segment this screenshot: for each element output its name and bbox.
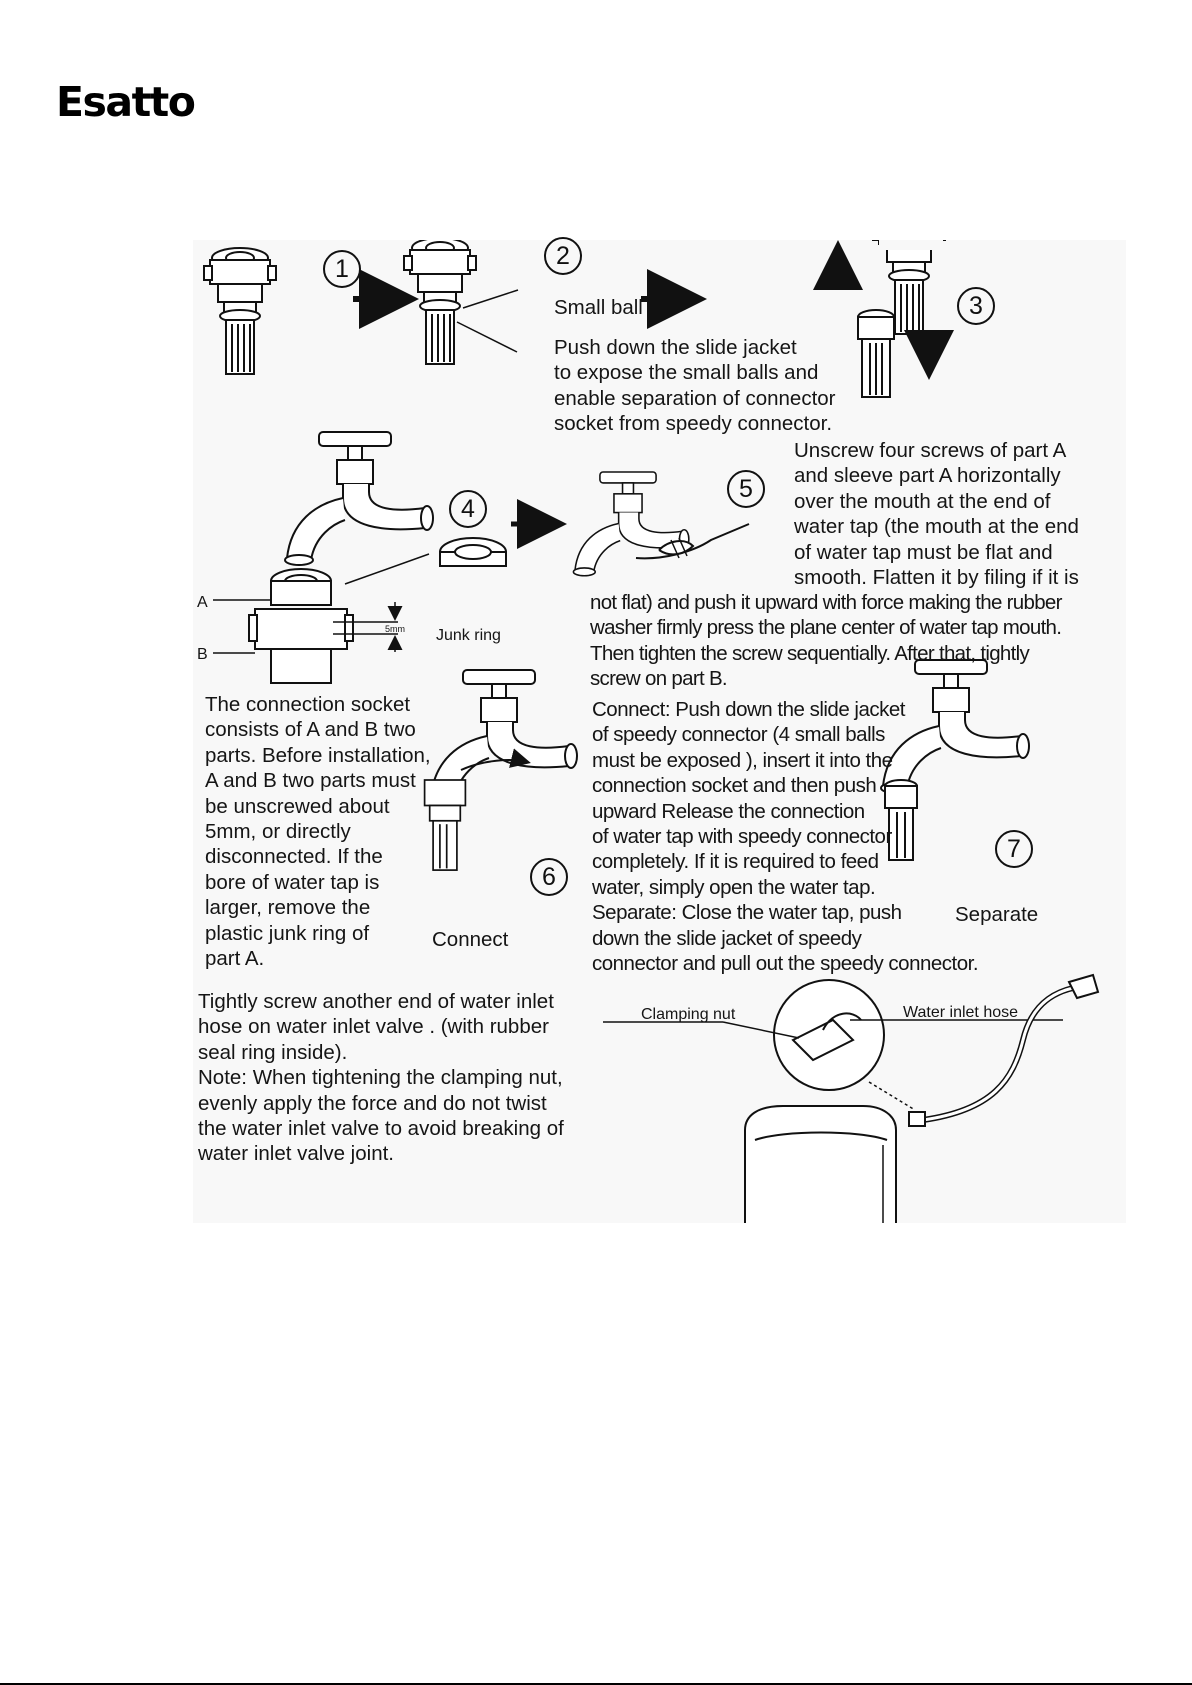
step-5-instructions-bottom: not flat) and push it upward with force making the rubber washer firmly press the plane center of water tap mouth. Then tighten the screw sequentially. After that, tightly screw on part B. xyxy=(590,591,1062,691)
step-3-number: 3 xyxy=(957,287,995,325)
five-mm-label: 5mm xyxy=(385,624,405,634)
part-b-label: B xyxy=(197,646,208,663)
inlet-hose-instructions: Tightly screw another end of water inlet hose on water inlet valve . (with rubber seal ring inside). Note: When tightening the clamping nut, evenly apply the force and do not twist the water inlet valve to avoid breaking of water inlet valve joint. xyxy=(198,990,564,1166)
connection-socket-instructions: The connection socket consists of A and B two parts. Before installation, A and B two parts must be unscrewed about 5mm, or directly disconnected. If the bore of water tap is larger, remove the plastic junk ring of part A. xyxy=(205,693,431,971)
connect-separate-instructions: Connect: Push down the slide jacket of speedy connector (4 small balls must be exposed ), insert it into the connection socket and then push upward Release the connection of water tap with speedy connector completely. If it is required to feed water, simply open the water tap. Separate: Close the water tap, push down the slide jacket of speedy connector and pull out the speedy connector. xyxy=(592,698,979,976)
step-5-instructions-top: Unscrew four screws of part A and sleeve part A horizontally over the mouth at the end of water tap (the mouth at the end of water tap must be flat and smooth. Flatten it by filing if it is xyxy=(794,439,1079,590)
step-7-number: 7 xyxy=(995,830,1033,868)
step-2-instructions: Push down the slide jacket to expose the small balls and enable separation of connector socket from speedy connector. xyxy=(554,336,836,436)
brand-logo: Esatto xyxy=(56,78,195,126)
step-2-number: 2 xyxy=(544,237,582,275)
small-ball-label: Small ball xyxy=(554,296,643,319)
water-inlet-hose-label: Water inlet hose xyxy=(903,1004,1019,1021)
step-6-number: 6 xyxy=(530,858,568,896)
connect-label: Connect xyxy=(432,928,509,951)
step-5-number: 5 xyxy=(727,470,765,508)
step-4-number: 4 xyxy=(449,490,487,528)
junk-ring-label: Junk ring xyxy=(436,627,501,644)
step-1-number: 1 xyxy=(323,250,361,288)
separate-label: Separate xyxy=(955,903,1039,926)
clamping-nut-label: Clamping nut xyxy=(641,1006,736,1023)
installation-illustration xyxy=(193,240,1126,1223)
part-a-label: A xyxy=(197,594,208,611)
